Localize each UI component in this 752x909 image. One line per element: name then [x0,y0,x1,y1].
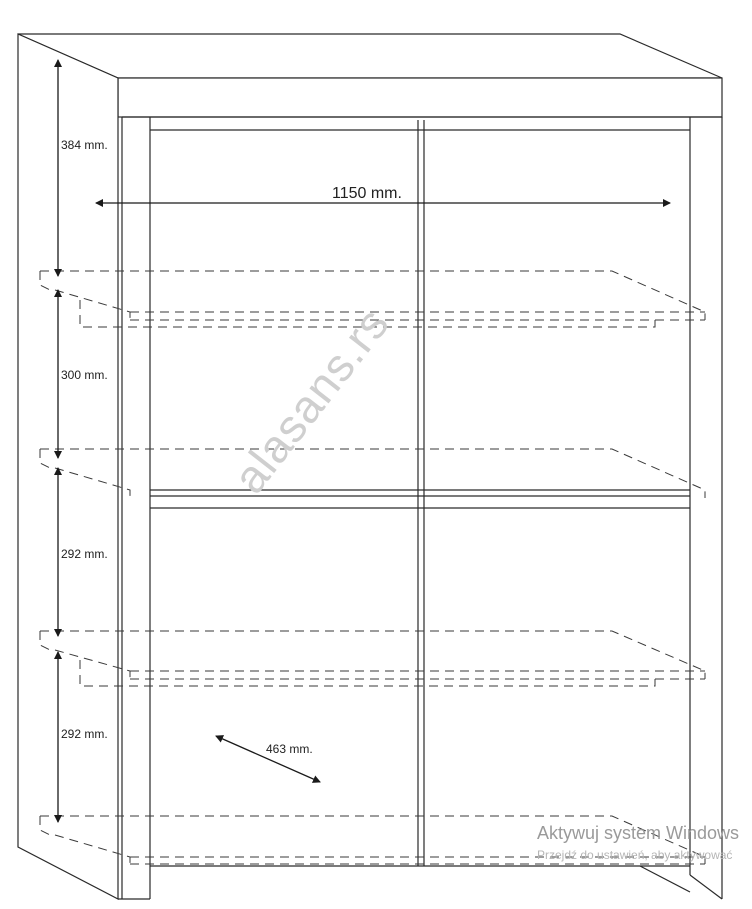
shelf-3 [40,631,705,686]
width-label: 1150 mm. [332,185,402,202]
shelf-2 [40,449,705,498]
depth-label: 463 mm. [266,742,313,756]
cabinet-left-side [18,34,118,899]
top-gap-label: 384 mm. [61,138,108,152]
windows-activation-title: Aktywuj system Windows [537,823,740,843]
gap-3-label: 292 mm. [61,547,108,561]
watermark-text: alasans.rs [222,297,399,503]
cabinet-body [18,34,722,899]
gap-4-label: 292 mm. [61,727,108,741]
cabinet-top-front [118,78,722,117]
windows-activation-subtitle: Przejdź do ustawień, aby aktywować [537,848,733,862]
cabinet-top-surface [18,34,722,78]
gap-2-label: 300 mm. [61,368,108,382]
